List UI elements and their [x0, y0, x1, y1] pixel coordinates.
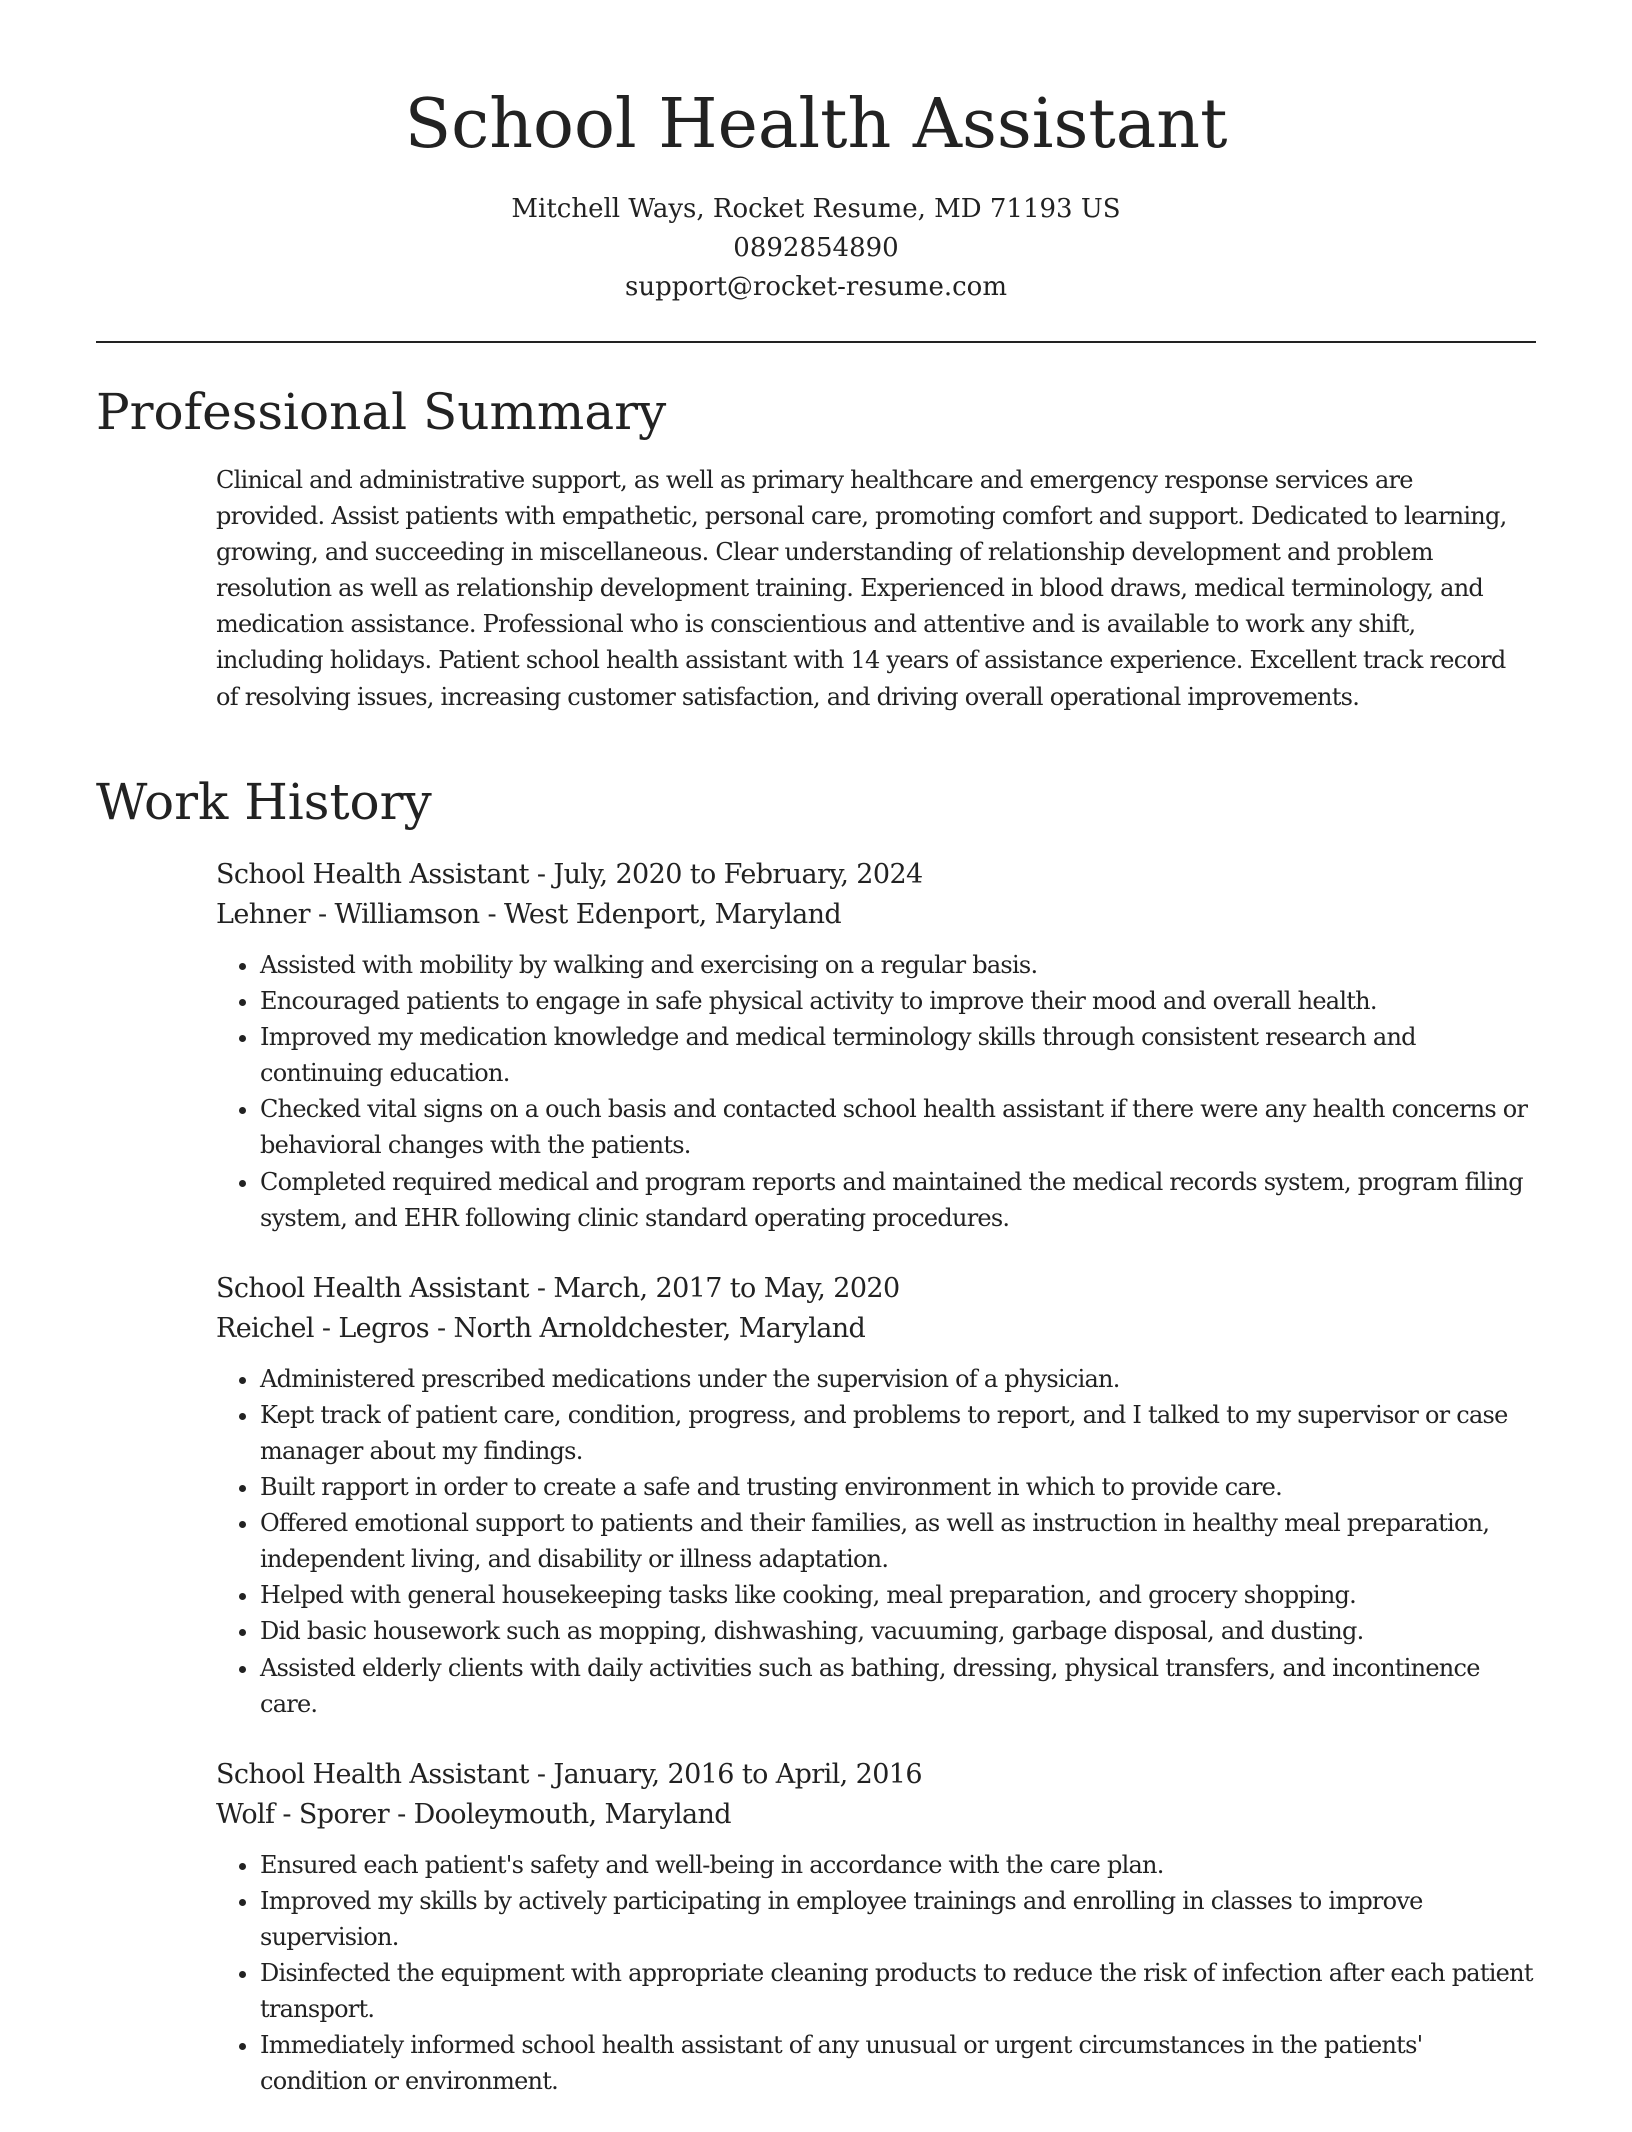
- job-duty-item: • Offered emotional support to patients and their families, as well as instruction in healthy meal preparation, independent living, and disability or illness adaptation.: [260, 1505, 1536, 1577]
- job-duty-item: • Did basic housework such as mopping, dishwashing, vacuuming, garbage disposal, and dusting.: [260, 1613, 1536, 1649]
- job-company-line: Lehner - Williamson - West Edenport, Maryland: [216, 899, 842, 930]
- job-duties-list: [216, 1847, 1536, 2100]
- job-title-line: School Health Assistant - July, 2020 to February, 2024: [216, 859, 923, 890]
- job-duty-item: • Administered prescribed medications under the supervision of a physician.: [260, 1361, 1536, 1397]
- section-title-work-history: Work History: [96, 773, 432, 831]
- job-duty-item: • Checked vital signs on a ouch basis and contacted school health assistant if there were any health concerns or behavioral changes with the patients.: [260, 1091, 1536, 1163]
- contact-email: support@rocket-resume.com: [624, 272, 1007, 302]
- job-duties-list: [216, 947, 1536, 1236]
- job-duties-list: [216, 1361, 1536, 1722]
- job-duty-item: • Immediately informed school health assistant of any unusual or urgent circumstances in the patients' condition or environment.: [260, 2027, 1536, 2099]
- job-duty-item: • Improved my medication knowledge and medical terminology skills through consistent research and continuing education.: [260, 1019, 1536, 1091]
- job-title-line: School Health Assistant - March, 2017 to May, 2020: [216, 1272, 900, 1304]
- contact-address: Mitchell Ways, Rocket Resume, MD 71193 US: [511, 194, 1121, 224]
- professional-summary-text: Clinical and administrative support, as well as primary healthcare and emergency response services are provided. Assist patients with empathetic, personal care, promoting comfort and support. Dedicated to learning, growing, and succeeding in miscellaneous. Clear understanding of relationship development and problem resolution as well as relationship development training. Experienced in blood draws, medical terminology, and medication assistance. Professional who is conscientious and attentive and is available to work any shift, including holidays. Patient school health assistant with 14 years of assistance experience. Excellent track record of resolving issues, increasing customer satisfaction, and driving overall operational improvements.: [216, 466, 1507, 711]
- job-duty-item: • Assisted with mobility by walking and exercising on a regular basis.: [260, 947, 1536, 983]
- job-duty-item: • Disinfected the equipment with appropriate cleaning products to reduce the risk of infection after each patient transport.: [260, 1955, 1536, 2027]
- job-duty-item: • Helped with general housekeeping tasks like cooking, meal preparation, and grocery shopping.: [260, 1577, 1536, 1613]
- job-entry: [216, 1755, 1536, 2100]
- job-duty-item: • Built rapport in order to create a safe and trusting environment in which to provide care.: [260, 1469, 1536, 1505]
- job-duty-item: • Assisted elderly clients with daily activities such as bathing, dressing, physical transfers, and incontinence care.: [260, 1650, 1536, 1722]
- job-title-line: School Health Assistant - January, 2016 to April, 2016: [216, 1758, 922, 1790]
- job-duty-item: • Improved my skills by actively participating in employee trainings and enrolling in classes to improve supervision.: [260, 1883, 1536, 1955]
- job-duty-item: • Completed required medical and program reports and maintained the medical records system, program filing system, and EHR following clinic standard operating procedures.: [260, 1164, 1536, 1236]
- work-history-list: [216, 855, 1536, 2132]
- resume-name-heading: School Health Assistant: [404, 85, 1228, 164]
- section-title-professional-summary: Professional Summary: [96, 383, 667, 441]
- job-duty-item: • Kept track of patient care, condition, progress, and problems to report, and I talked to my supervisor or case manager about my findings.: [260, 1397, 1536, 1469]
- job-duty-item: • Ensured each patient's safety and well-being in accordance with the care plan.: [260, 1847, 1536, 1883]
- job-entry: [216, 1269, 1536, 1722]
- contact-phone: 0892854890: [733, 233, 899, 263]
- job-entry: [216, 855, 1536, 1236]
- header-divider: [96, 341, 1536, 343]
- job-duty-item: • Encouraged patients to engage in safe physical activity to improve their mood and overall health.: [260, 983, 1536, 1019]
- job-company-line: Wolf - Sporer - Dooleymouth, Maryland: [216, 1798, 731, 1830]
- job-company-line: Reichel - Legros - North Arnoldchester, Maryland: [216, 1312, 866, 1344]
- contact-block: [0, 190, 1632, 307]
